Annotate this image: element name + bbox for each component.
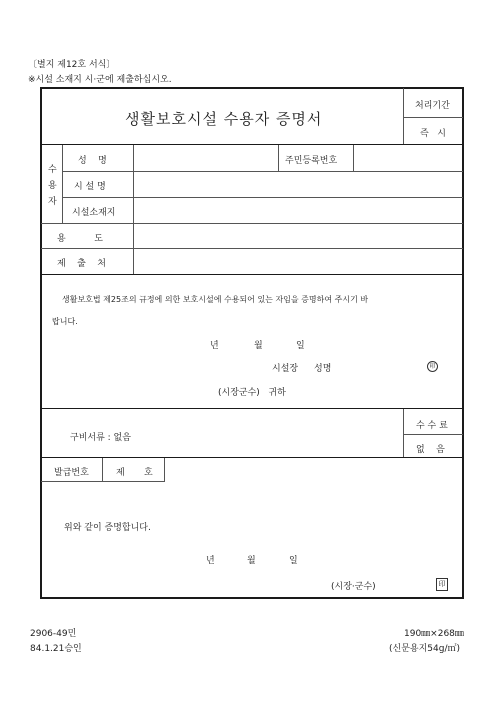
facility-head-name-label: 성명	[314, 364, 332, 374]
form-title: 생활보호시설 수용자 증명서	[125, 110, 323, 128]
request-text-line-2: 랍니다.	[52, 317, 78, 326]
fee-value: 없 음	[416, 445, 445, 455]
certification-date-year: 년	[206, 556, 215, 566]
request-date-month: 월	[254, 341, 263, 351]
certification-text: 위와 같이 증명합니다.	[64, 523, 151, 533]
required-documents: 구비서류 : 없음	[70, 433, 131, 443]
facility-address-field[interactable]	[135, 199, 461, 221]
name-label: 성 명	[78, 156, 107, 166]
issue-number-suffix: 호	[144, 468, 153, 478]
request-text-line-1: 생활보호법 제25조의 규정에 의한 보호시설에 수용되어 있는 자임을 증명하여 주시기 바	[62, 295, 369, 304]
purpose-field[interactable]	[135, 225, 461, 247]
name-field[interactable]	[135, 147, 276, 169]
form-number: 〔별지 제12호 서식〕	[28, 60, 116, 70]
approval-date: 84.1.21승인	[30, 644, 82, 654]
facility-address-label: 시설소재지	[72, 208, 116, 218]
resident-section-char-3: 자	[48, 197, 57, 207]
fee-label: 수 수 료	[416, 421, 448, 431]
facility-name-label: 시 설 명	[74, 182, 106, 192]
facility-name-field[interactable]	[135, 173, 461, 195]
paper-spec: (신문용지54g/㎡)	[389, 644, 460, 654]
request-recipient: (시장군수) 귀하	[218, 388, 286, 398]
submit-to-field[interactable]	[135, 250, 461, 272]
request-date-year: 년	[210, 341, 219, 351]
issue-number-prefix: 제	[116, 468, 125, 478]
facility-head-label: 시설장	[272, 364, 299, 374]
seal-icon: 印	[427, 361, 438, 372]
processing-period-value: 즉 시	[420, 129, 446, 139]
purpose-label: 용 도	[57, 234, 103, 244]
form-code: 2906-49민	[30, 629, 77, 639]
submission-note: ※시설 소재지 시·군에 제출하십시오.	[28, 75, 172, 85]
resident-id-field[interactable]	[355, 147, 461, 169]
paper-size: 190㎜×268㎜	[404, 629, 464, 639]
submit-to-label: 제 출 처	[57, 259, 106, 269]
official-seal-icon: 印	[436, 578, 448, 591]
issue-number-label: 발급번호	[54, 468, 89, 478]
certification-issuer: (시장·군수)	[331, 582, 376, 592]
request-date-day: 일	[296, 341, 305, 351]
resident-section-char-1: 수	[48, 165, 57, 175]
resident-id-label: 주민등록번호	[285, 156, 338, 166]
processing-period-label: 처리기간	[415, 101, 450, 111]
resident-section-char-2: 용	[48, 181, 57, 191]
certification-date-month: 월	[247, 556, 256, 566]
certification-date-day: 일	[289, 556, 298, 566]
